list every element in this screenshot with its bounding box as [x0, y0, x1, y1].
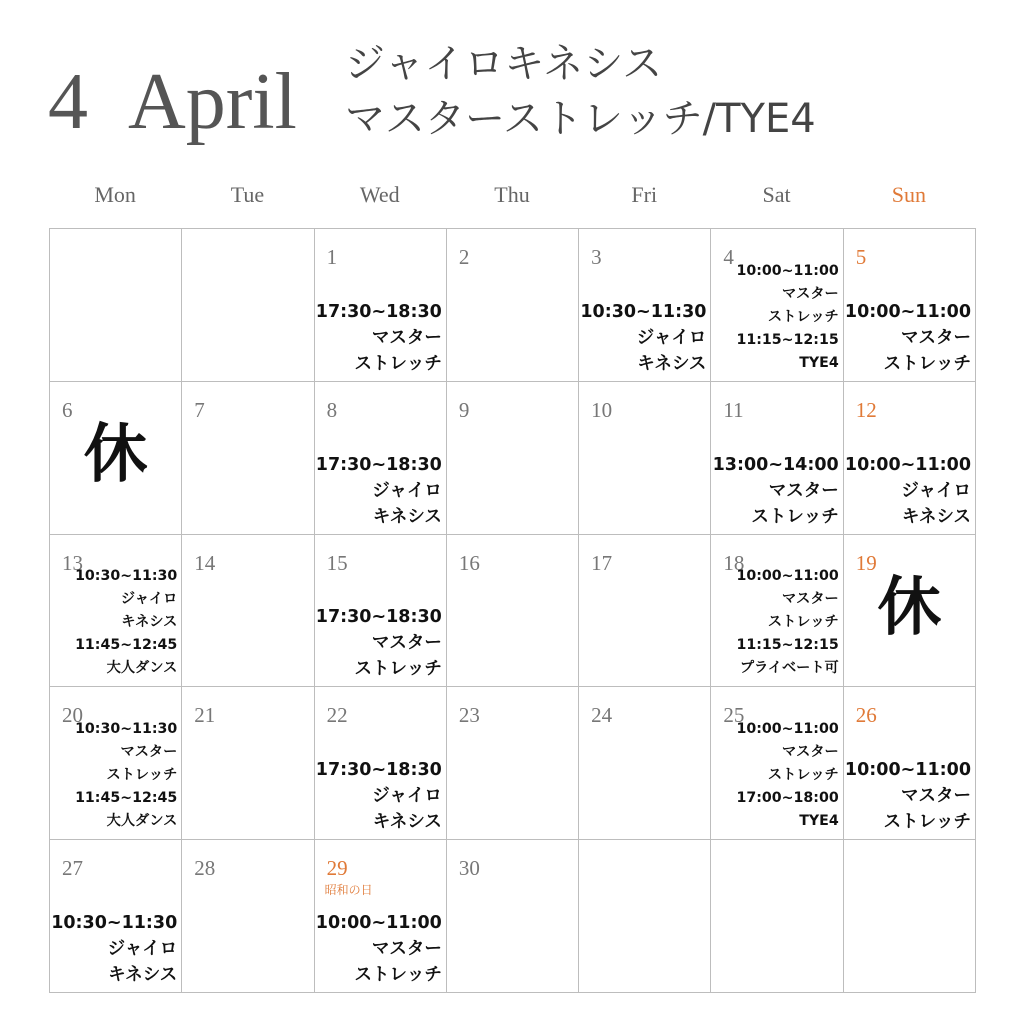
day-number: 24	[591, 703, 613, 728]
schedule-line: ストレッチ	[767, 308, 839, 325]
day-number: 1	[326, 245, 338, 269]
calendar-day-cell	[50, 840, 182, 993]
schedule-line: ストレッチ	[767, 767, 839, 784]
schedule-line: ストレッチ	[883, 812, 971, 833]
schedule-line: 10:30~11:30	[580, 301, 707, 322]
day-number: 22	[326, 703, 348, 728]
calendar-day-cell	[50, 382, 182, 535]
day-number: 9	[458, 397, 470, 422]
day-number: 2	[458, 245, 470, 269]
day-schedule	[713, 452, 839, 530]
schedule-line: 17:00~18:00	[736, 790, 839, 807]
schedule-line: ジャイロ	[107, 939, 178, 959]
schedule-line: 10:00~11:00	[736, 568, 839, 585]
holiday-label: 昭和の日	[324, 883, 373, 898]
calendar-empty-cell	[711, 840, 843, 993]
schedule-line: ジャイロ	[901, 480, 971, 501]
schedule-line: 17:30~18:30	[315, 454, 442, 475]
calendar-day-cell	[315, 687, 447, 840]
schedule-line: 10:30~11:30	[75, 721, 178, 738]
day-number: 5	[855, 245, 867, 269]
day-schedule	[316, 604, 442, 682]
day-schedule	[736, 565, 838, 680]
calendar-day-cell	[50, 535, 182, 688]
day-schedule	[316, 299, 442, 377]
schedule-line: キネシス	[372, 506, 442, 527]
schedule-line: キネシス	[372, 812, 442, 833]
subtitle-line-2: マスターストレッチ/TYE4	[345, 96, 816, 142]
schedule-line: ストレッチ	[106, 767, 178, 784]
day-number: 16	[458, 550, 480, 575]
calendar-day-cell	[315, 535, 447, 688]
day-number: 11	[723, 397, 744, 422]
day-number: 29	[326, 856, 348, 881]
day-number: 23	[458, 703, 480, 728]
schedule-line: 10:00~11:00	[315, 913, 442, 933]
calendar-empty-cell	[182, 229, 314, 382]
month-name: April	[128, 58, 297, 146]
schedule-line: 大人ダンス	[106, 813, 178, 830]
calendar-day-cell	[711, 382, 843, 535]
schedule-line: マスター	[120, 744, 178, 761]
day-schedule	[75, 718, 177, 833]
calendar-day-cell	[579, 229, 711, 382]
schedule-line: 11:15~12:15	[736, 637, 839, 654]
weekday-sat: Sat	[762, 182, 791, 207]
day-schedule	[51, 910, 177, 988]
calendar-day-cell	[579, 382, 711, 535]
calendar-day-cell	[447, 229, 579, 382]
schedule-line: 10:30~11:30	[75, 568, 178, 585]
schedule-line: ジャイロ	[636, 327, 707, 348]
calendar-day-cell	[711, 535, 843, 688]
month-number: 4	[48, 58, 88, 146]
schedule-line: 10:00~11:00	[736, 721, 839, 738]
schedule-line: マスター	[371, 939, 442, 959]
schedule-line: ストレッチ	[354, 659, 442, 680]
calendar-day-cell	[844, 535, 976, 688]
schedule-line: マスター	[371, 327, 442, 348]
day-number: 12	[855, 397, 877, 422]
day-number: 18	[723, 550, 745, 575]
day-schedule	[845, 299, 971, 377]
schedule-line: ストレッチ	[883, 353, 971, 374]
calendar-day-cell	[579, 535, 711, 688]
schedule-line: 11:45~12:45	[75, 637, 178, 654]
schedule-line: キネシス	[108, 965, 178, 985]
schedule-line: 大人ダンス	[106, 660, 178, 677]
day-number: 4	[723, 245, 734, 269]
schedule-line: 10:30~11:30	[51, 913, 178, 933]
calendar-day-cell	[844, 229, 976, 382]
schedule-line: TYE4	[799, 354, 839, 371]
day-number: 19	[855, 550, 877, 575]
day-number: 30	[458, 856, 480, 881]
calendar-day-cell	[711, 687, 843, 840]
day-number: 27	[62, 856, 83, 881]
day-number: 14	[194, 550, 216, 575]
weekday-header-row	[49, 182, 975, 212]
day-number: 7	[194, 397, 205, 422]
schedule-line: キネシス	[901, 506, 971, 527]
calendar-day-cell	[315, 382, 447, 535]
calendar-day-cell	[182, 382, 314, 535]
schedule-line: ジャイロ	[372, 480, 442, 501]
day-schedule	[316, 910, 442, 988]
day-number: 25	[723, 703, 745, 728]
calendar-header	[0, 0, 1024, 170]
schedule-line: キネシス	[637, 353, 707, 374]
weekday-thu: Thu	[494, 182, 530, 207]
schedule-line: 11:15~12:15	[736, 331, 839, 348]
calendar-day-cell	[182, 535, 314, 688]
calendar-day-cell	[447, 840, 579, 993]
day-number: 6	[62, 397, 73, 422]
schedule-line: マスター	[901, 327, 971, 348]
calendar-day-cell	[447, 687, 579, 840]
calendar-day-cell	[50, 687, 182, 840]
weekday-mon: Mon	[94, 182, 136, 207]
schedule-line: 17:30~18:30	[315, 607, 442, 628]
calendar-grid	[49, 228, 976, 993]
schedule-line: ストレッチ	[767, 614, 839, 631]
calendar-day-cell	[182, 687, 314, 840]
schedule-line: マスター	[781, 285, 839, 302]
schedule-line: ストレッチ	[354, 965, 442, 985]
schedule-line: 10:00~11:00	[736, 262, 839, 279]
day-schedule	[316, 452, 442, 530]
schedule-line: マスター	[781, 744, 839, 761]
schedule-line: 17:30~18:30	[315, 760, 442, 781]
weekday-wed: Wed	[359, 182, 400, 207]
schedule-line: 10:00~11:00	[844, 454, 971, 475]
schedule-line: TYE4	[799, 813, 839, 830]
calendar-day-cell	[447, 382, 579, 535]
day-number: 8	[326, 397, 338, 422]
schedule-line: プライベート可	[739, 660, 839, 677]
calendar-day-cell	[182, 840, 314, 993]
day-number: 17	[591, 550, 613, 575]
schedule-line: マスター	[781, 591, 839, 608]
schedule-line: ジャイロ	[372, 786, 442, 807]
weekday-sun: Sun	[891, 182, 926, 207]
schedule-line: 17:30~18:30	[315, 301, 442, 322]
day-number: 20	[62, 703, 83, 728]
calendar-empty-cell	[844, 840, 976, 993]
calendar-day-cell	[844, 382, 976, 535]
schedule-line: マスター	[768, 480, 839, 501]
day-number: 21	[194, 703, 216, 728]
day-number: 26	[855, 703, 877, 728]
subtitle-line-1: ジャイロキネシス	[345, 41, 663, 87]
calendar-empty-cell	[579, 840, 711, 993]
schedule-line: 11:45~12:45	[75, 790, 178, 807]
day-number: 28	[194, 856, 216, 881]
schedule-line: マスター	[901, 786, 971, 807]
day-schedule	[845, 452, 971, 530]
schedule-line: ストレッチ	[751, 506, 839, 527]
schedule-line: ジャイロ	[120, 591, 178, 608]
calendar-day-cell	[447, 535, 579, 688]
day-schedule	[845, 757, 971, 835]
schedule-line: ストレッチ	[354, 353, 442, 374]
day-number: 13	[62, 550, 83, 575]
closed-day-mark: 休	[83, 417, 148, 492]
weekday-tue: Tue	[230, 182, 265, 207]
calendar-day-cell	[711, 229, 843, 382]
day-number: 3	[591, 245, 602, 269]
schedule-line: キネシス	[121, 614, 178, 631]
schedule-line: 10:00~11:00	[844, 301, 971, 322]
day-schedule	[75, 565, 177, 680]
day-number: 15	[326, 550, 348, 575]
day-schedule	[580, 299, 706, 377]
schedule-line: 10:00~11:00	[844, 760, 971, 781]
calendar-day-cell	[315, 840, 447, 993]
calendar-empty-cell	[50, 229, 182, 382]
weekday-fri: Fri	[631, 182, 658, 207]
day-schedule	[736, 260, 838, 375]
calendar-day-cell	[844, 687, 976, 840]
calendar-day-cell	[315, 229, 447, 382]
schedule-line: 13:00~14:00	[712, 454, 839, 475]
closed-day-mark: 休	[877, 570, 942, 645]
schedule-line: マスター	[371, 633, 442, 654]
day-schedule	[316, 757, 442, 835]
day-schedule	[736, 718, 838, 833]
calendar-day-cell	[579, 687, 711, 840]
day-number: 10	[591, 397, 613, 422]
